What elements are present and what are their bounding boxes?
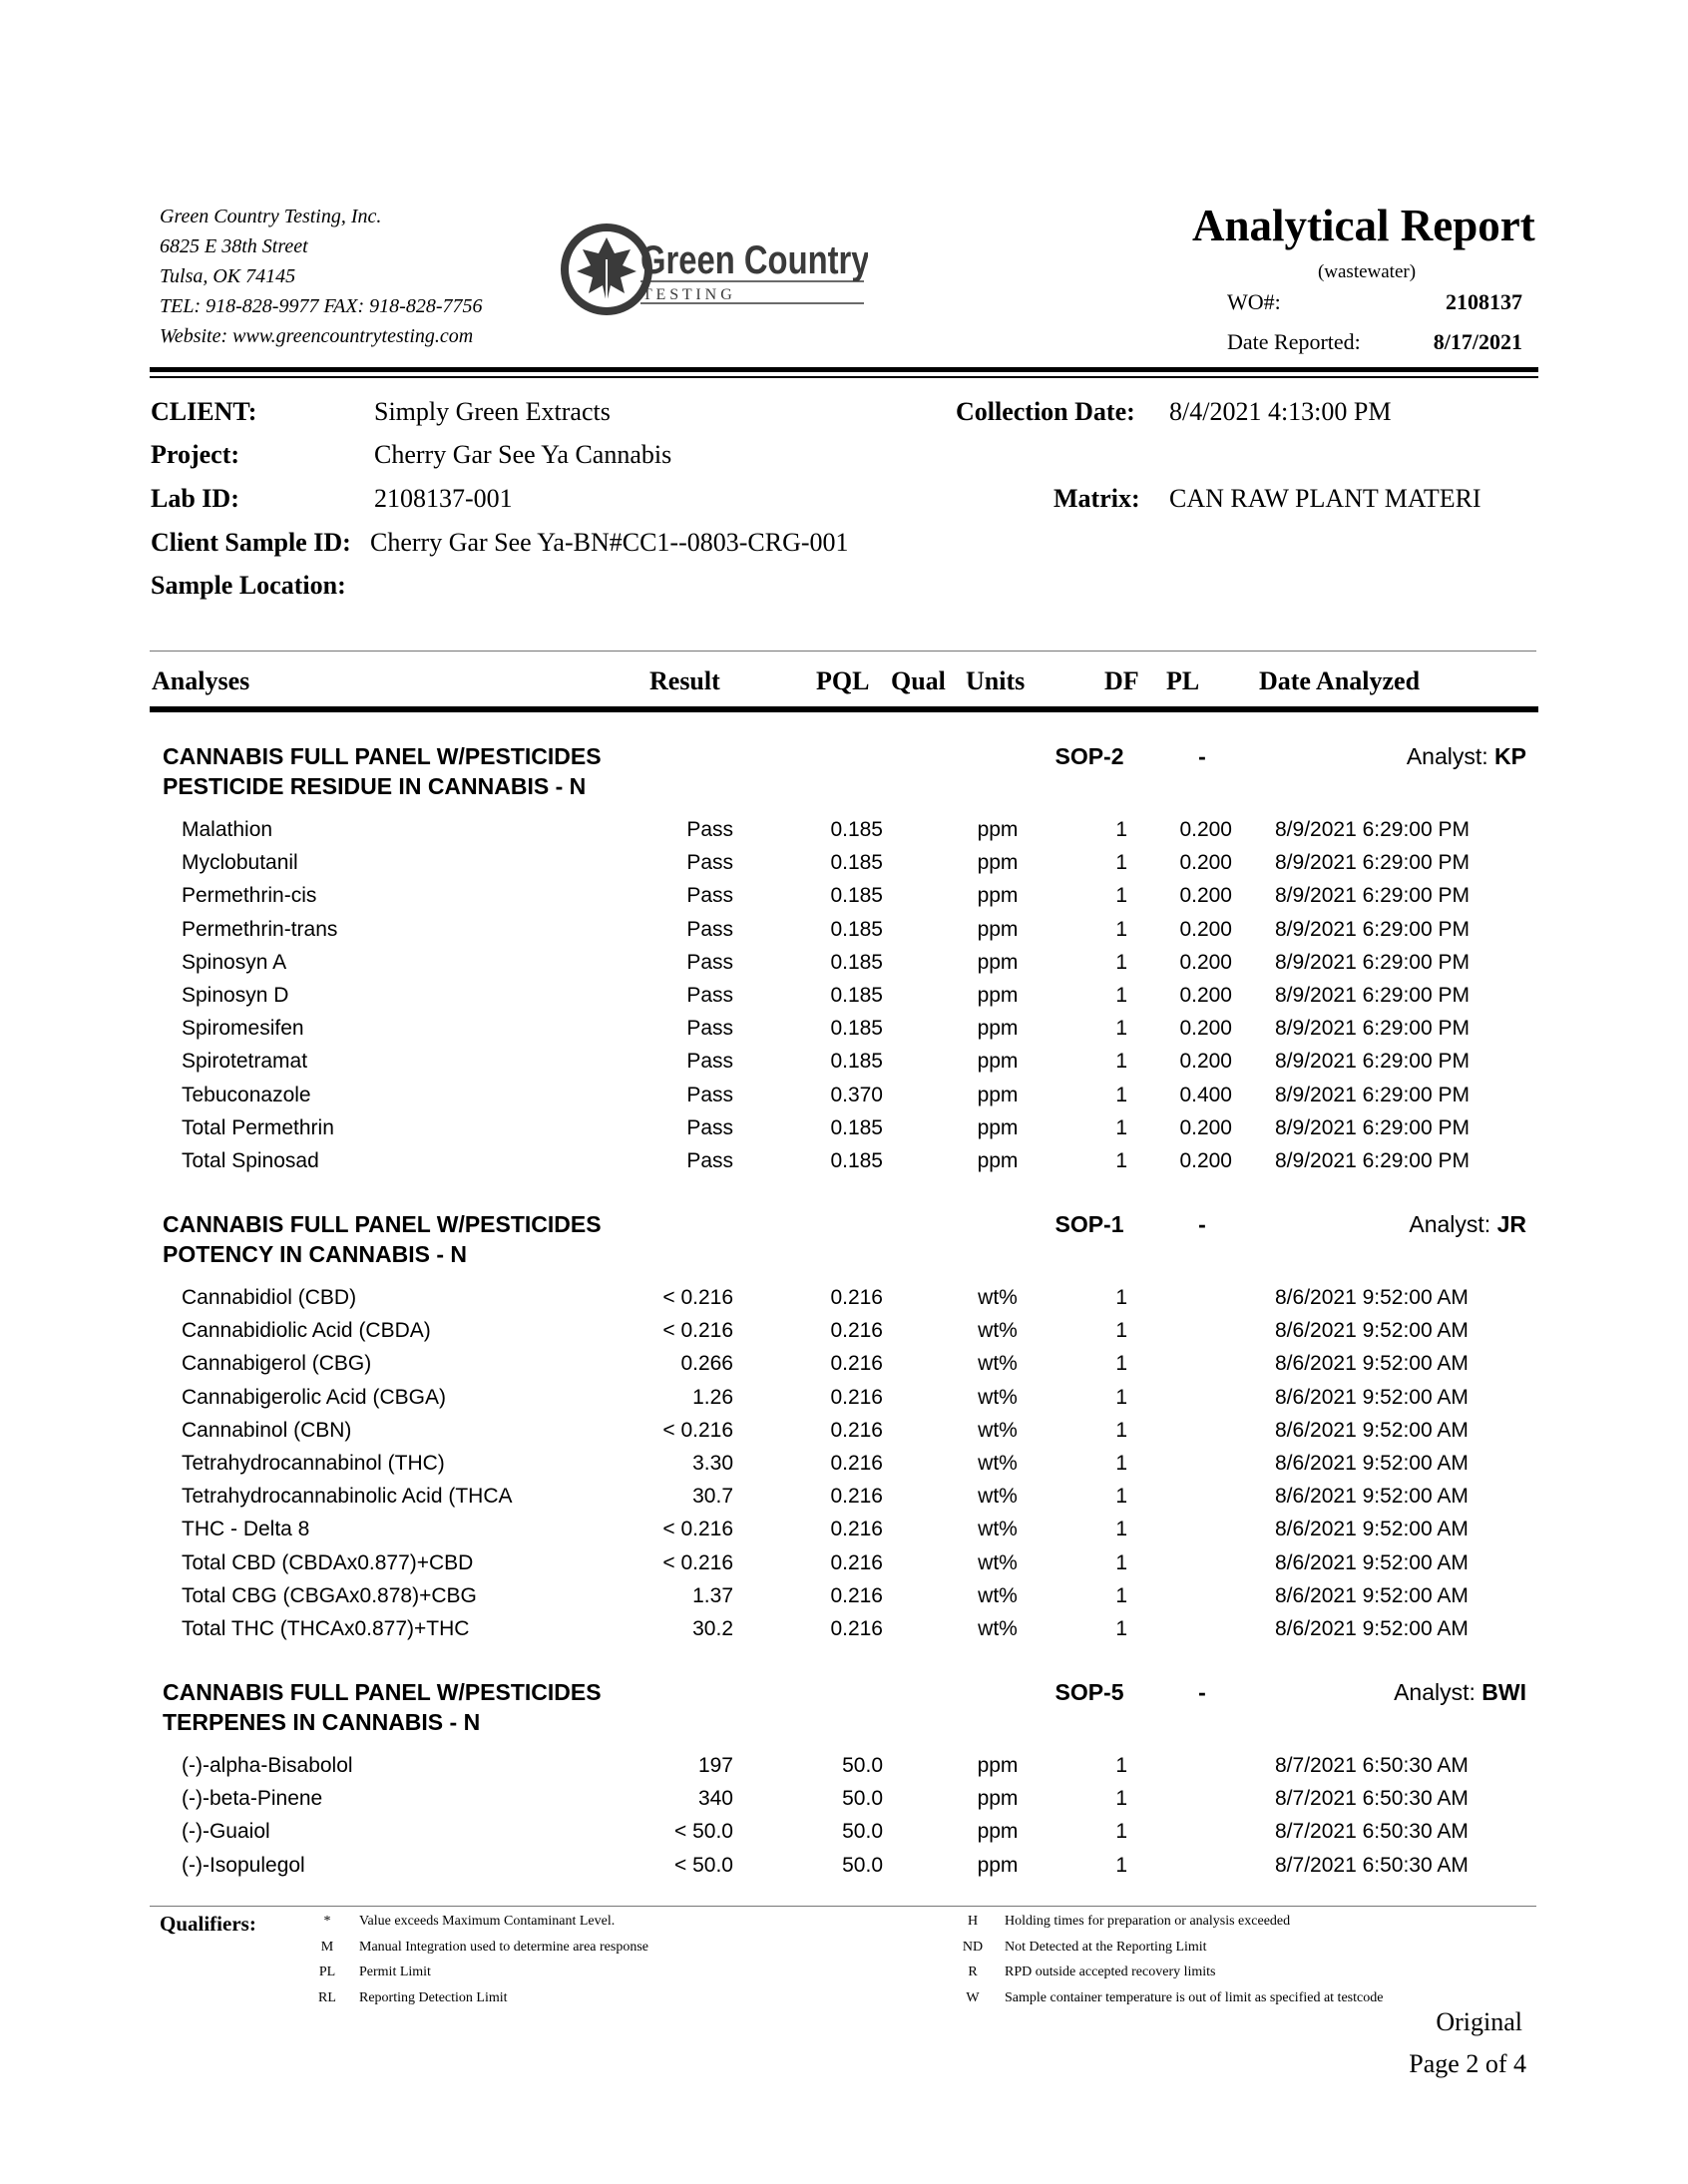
cell-result: 197 <box>697 1754 733 1777</box>
date-reported-value: 8/17/2021 <box>1433 329 1522 354</box>
col-pql: PQL <box>816 666 870 695</box>
cell-pql: 0.216 <box>830 1550 883 1574</box>
project-value: Cherry Gar See Ya Cannabis <box>374 440 672 469</box>
cell-pql: 0.185 <box>830 884 883 908</box>
cell-df: 1 <box>1115 950 1127 974</box>
cell-result: < 0.216 <box>662 1518 733 1541</box>
qualifier-item <box>307 1965 431 1989</box>
cell-result: Pass <box>686 1149 733 1172</box>
cell-pql: 0.185 <box>830 818 883 841</box>
cell-df: 1 <box>1115 884 1127 908</box>
cell-pql: 0.185 <box>830 1017 883 1041</box>
table-row <box>0 1518 1688 1550</box>
cell-pl: 0.200 <box>1179 917 1232 941</box>
section-analyst <box>1297 1679 1526 1706</box>
report-title: Analytical Report <box>1192 201 1535 250</box>
table-row <box>0 1084 1688 1116</box>
cell-date: 8/9/2021 6:29:00 PM <box>1275 1083 1470 1106</box>
table-row <box>0 1452 1688 1485</box>
cell-name: Cannabidiolic Acid (CBDA) <box>182 1319 431 1343</box>
cell-name: (-)-Guaiol <box>182 1820 270 1844</box>
table-row <box>0 1551 1688 1584</box>
header-divider-thin <box>150 376 1538 378</box>
cell-result: Pass <box>686 1017 733 1041</box>
cell-df: 1 <box>1115 1853 1127 1877</box>
section-title <box>163 741 602 801</box>
cell-pql: 0.185 <box>830 917 883 941</box>
cell-df: 1 <box>1115 1017 1127 1041</box>
table-row <box>0 851 1688 884</box>
cell-name: Tetrahydrocannabinolic Acid (THCA <box>182 1485 513 1509</box>
cell-df: 1 <box>1115 1083 1127 1106</box>
cell-result: 340 <box>697 1787 733 1811</box>
analyst-initials: KP <box>1494 743 1526 769</box>
cell-units: wt% <box>978 1352 1018 1376</box>
cell-date: 8/9/2021 6:29:00 PM <box>1275 1149 1470 1172</box>
cell-name: Total CBD (CBDAx0.877)+CBD <box>182 1550 474 1574</box>
cell-pql: 0.185 <box>830 950 883 974</box>
cell-units: wt% <box>978 1385 1018 1409</box>
cell-name: Permethrin-trans <box>182 917 338 941</box>
lab-phone-fax: TEL: 918-828-9977 FAX: 918-828-7756 <box>160 295 483 317</box>
table-row <box>0 1149 1688 1182</box>
cell-result: 30.7 <box>692 1485 733 1509</box>
cell-units: ppm <box>977 1083 1019 1106</box>
cell-name: Cannabidiol (CBD) <box>182 1286 357 1309</box>
cell-df: 1 <box>1115 1418 1127 1442</box>
cell-df: 1 <box>1115 818 1127 841</box>
cell-result: Pass <box>686 884 733 908</box>
cell-date: 8/9/2021 6:29:00 PM <box>1275 1115 1470 1139</box>
cell-df: 1 <box>1115 851 1127 875</box>
cell-pl: 0.200 <box>1179 950 1232 974</box>
cell-units: ppm <box>977 1820 1019 1844</box>
cell-pql: 0.185 <box>830 984 883 1007</box>
cell-pql: 0.216 <box>830 1319 883 1343</box>
cell-df: 1 <box>1115 1485 1127 1509</box>
matrix-label: Matrix: <box>1054 484 1140 513</box>
cell-name: Spinosyn A <box>182 950 287 974</box>
table-row <box>0 1584 1688 1617</box>
cell-pql: 0.216 <box>830 1485 883 1509</box>
qualifier-item <box>953 1914 1290 1939</box>
cell-pl: 0.200 <box>1179 851 1232 875</box>
cell-pql: 0.216 <box>830 1418 883 1442</box>
qualifier-text: Manual Integration used to determine area response <box>359 1939 649 1955</box>
cell-date: 8/9/2021 6:29:00 PM <box>1275 950 1470 974</box>
cell-df: 1 <box>1115 1286 1127 1309</box>
cell-date: 8/7/2021 6:50:30 AM <box>1275 1820 1469 1844</box>
cell-units: ppm <box>977 917 1019 941</box>
col-qual: Qual <box>891 666 946 695</box>
cell-pl: 0.200 <box>1179 984 1232 1007</box>
cell-df: 1 <box>1115 1583 1127 1607</box>
qualifier-code: H <box>967 1914 979 1929</box>
green-country-logo <box>559 219 868 319</box>
cell-result: Pass <box>686 818 733 841</box>
cell-result: Pass <box>686 984 733 1007</box>
qualifier-code: R <box>968 1965 978 1979</box>
col-pl: PL <box>1166 666 1200 695</box>
table-row <box>0 984 1688 1017</box>
analyst-label: Analyst: <box>1394 1679 1476 1705</box>
qualifier-code: * <box>323 1914 331 1929</box>
cell-date: 8/6/2021 9:52:00 AM <box>1275 1418 1469 1442</box>
cell-pl: 0.200 <box>1179 1115 1232 1139</box>
cell-pql: 0.185 <box>830 851 883 875</box>
cell-units: ppm <box>977 1853 1019 1877</box>
cell-pl: 0.200 <box>1179 818 1232 841</box>
lab-website: Website: www.greencountrytesting.com <box>160 325 474 347</box>
client-sample-id-label: Client Sample ID: <box>151 528 351 557</box>
table-row <box>0 1017 1688 1050</box>
analyst-label: Analyst: <box>1409 1211 1491 1237</box>
table-row <box>0 1854 1688 1887</box>
table-row <box>0 1050 1688 1083</box>
cell-units: wt% <box>978 1452 1018 1475</box>
cell-pql: 0.216 <box>830 1518 883 1541</box>
qualifier-text: Not Detected at the Reporting Limit <box>1005 1939 1207 1955</box>
sample-location-label: Sample Location: <box>151 571 346 600</box>
cell-date: 8/6/2021 9:52:00 AM <box>1275 1485 1469 1509</box>
cell-units: wt% <box>978 1485 1018 1509</box>
cell-result: < 0.216 <box>662 1319 733 1343</box>
cell-pl: 0.200 <box>1179 1149 1232 1172</box>
cell-pql: 50.0 <box>842 1853 883 1877</box>
lab-id-value: 2108137-001 <box>374 484 513 513</box>
cell-result: Pass <box>686 917 733 941</box>
lab-id-label: Lab ID: <box>151 484 239 513</box>
cell-df: 1 <box>1115 1617 1127 1640</box>
cell-date: 8/6/2021 9:52:00 AM <box>1275 1518 1469 1541</box>
qualifier-text: Holding times for preparation or analysis exceeded <box>1005 1914 1291 1929</box>
col-date-analyzed: Date Analyzed <box>1259 666 1421 695</box>
cell-date: 8/9/2021 6:29:00 PM <box>1275 984 1470 1007</box>
qualifier-item <box>307 1990 508 2015</box>
section-title-line1: CANNABIS FULL PANEL W/PESTICIDES <box>163 1211 602 1237</box>
section-sop: SOP-2 <box>1055 743 1124 769</box>
cell-pql: 0.370 <box>830 1083 883 1106</box>
cell-units: ppm <box>977 984 1019 1007</box>
cell-units: ppm <box>977 1017 1019 1041</box>
cell-date: 8/7/2021 6:50:30 AM <box>1275 1787 1469 1811</box>
wo-value: 2108137 <box>1446 289 1522 314</box>
cell-name: Malathion <box>182 818 273 841</box>
cell-df: 1 <box>1115 1518 1127 1541</box>
header-divider <box>150 367 1538 372</box>
cell-result: < 0.216 <box>662 1418 733 1442</box>
cell-df: 1 <box>1115 1050 1127 1074</box>
qualifier-text: Sample container temperature is out of limit as specified at testcode <box>1005 1989 1384 2005</box>
cell-df: 1 <box>1115 1452 1127 1475</box>
section-dash: - <box>1198 1679 1206 1705</box>
col-result: Result <box>649 666 720 695</box>
cell-name: Total Spinosad <box>182 1149 319 1172</box>
qualifier-item <box>307 1914 615 1939</box>
analyst-initials: JR <box>1496 1211 1526 1237</box>
matrix-value: CAN RAW PLANT MATERI <box>1169 484 1481 513</box>
qualifier-item <box>307 1940 648 1965</box>
cell-units: ppm <box>977 950 1019 974</box>
qualifier-code: RL <box>318 1989 336 2005</box>
table-row <box>0 884 1688 917</box>
client-sample-id-value: Cherry Gar See Ya-BN#CC1--0803-CRG-001 <box>370 528 849 557</box>
cell-name: Spirotetramat <box>182 1050 308 1074</box>
cell-pql: 50.0 <box>842 1820 883 1844</box>
section-title-line2: POTENCY IN CANNABIS - N <box>163 1241 467 1267</box>
section-title-line2: TERPENES IN CANNABIS - N <box>163 1709 481 1735</box>
lab-address <box>160 202 483 351</box>
page-number: Page 2 of 4 <box>1409 2049 1526 2078</box>
cell-pql: 0.216 <box>830 1286 883 1309</box>
qualifier-text: Permit Limit <box>359 1965 431 1979</box>
table-row <box>0 818 1688 851</box>
table-row <box>0 1820 1688 1853</box>
table-row <box>0 918 1688 951</box>
cell-date: 8/9/2021 6:29:00 PM <box>1275 917 1470 941</box>
cell-result: < 50.0 <box>674 1853 733 1877</box>
cell-result: Pass <box>686 1115 733 1139</box>
cell-result: < 0.216 <box>662 1550 733 1574</box>
qualifier-code: M <box>320 1939 334 1955</box>
cell-pql: 0.185 <box>830 1149 883 1172</box>
cell-pql: 0.216 <box>830 1352 883 1376</box>
cell-df: 1 <box>1115 1385 1127 1409</box>
collection-date-label: Collection Date: <box>956 397 1135 426</box>
cell-date: 8/9/2021 6:29:00 PM <box>1275 1050 1470 1074</box>
date-reported-label: Date Reported: <box>1227 329 1361 354</box>
report-subtitle: (wastewater) <box>1317 261 1417 282</box>
cell-name: Tetrahydrocannabinol (THC) <box>182 1452 445 1475</box>
cell-result: < 0.216 <box>662 1286 733 1309</box>
table-row <box>0 1754 1688 1787</box>
cell-name: (-)-alpha-Bisabolol <box>182 1754 353 1777</box>
cell-date: 8/6/2021 9:52:00 AM <box>1275 1385 1469 1409</box>
qualifier-item <box>953 1940 1207 1965</box>
cell-result: 3.30 <box>692 1452 733 1475</box>
qualifiers-title: Qualifiers: <box>160 1912 256 1936</box>
cell-result: 1.26 <box>692 1385 733 1409</box>
section-title-line1: CANNABIS FULL PANEL W/PESTICIDES <box>163 1679 602 1705</box>
analyst-label: Analyst: <box>1406 743 1488 769</box>
cell-date: 8/6/2021 9:52:00 AM <box>1275 1550 1469 1574</box>
cell-name: (-)-Isopulegol <box>182 1853 305 1877</box>
cell-result: 0.266 <box>680 1352 733 1376</box>
cell-df: 1 <box>1115 1550 1127 1574</box>
table-row <box>0 1319 1688 1352</box>
cell-df: 1 <box>1115 1754 1127 1777</box>
client-value: Simply Green Extracts <box>374 397 611 426</box>
cell-units: wt% <box>978 1550 1018 1574</box>
qualifier-code: ND <box>962 1939 984 1955</box>
cell-result: 30.2 <box>692 1617 733 1640</box>
analyst-initials: BWI <box>1481 1679 1526 1705</box>
cell-date: 8/9/2021 6:29:00 PM <box>1275 818 1470 841</box>
document-status: Original <box>1436 2007 1522 2036</box>
cell-units: ppm <box>977 884 1019 908</box>
qualifier-code: PL <box>318 1965 336 1979</box>
cell-date: 8/9/2021 6:29:00 PM <box>1275 1017 1470 1041</box>
qualifier-text: Value exceeds Maximum Contaminant Level. <box>359 1914 616 1929</box>
cell-pql: 0.185 <box>830 1115 883 1139</box>
cell-name: Myclobutanil <box>182 851 298 875</box>
section-sop: SOP-5 <box>1055 1679 1124 1705</box>
cell-df: 1 <box>1115 917 1127 941</box>
cell-pql: 0.216 <box>830 1583 883 1607</box>
table-row <box>0 1116 1688 1149</box>
cell-date: 8/6/2021 9:52:00 AM <box>1275 1452 1469 1475</box>
table-row <box>0 1352 1688 1385</box>
cell-result: Pass <box>686 1083 733 1106</box>
client-label: CLIENT: <box>151 397 257 426</box>
cell-pql: 0.216 <box>830 1452 883 1475</box>
cell-df: 1 <box>1115 1787 1127 1811</box>
cell-units: ppm <box>977 1050 1019 1074</box>
cell-units: wt% <box>978 1583 1018 1607</box>
cell-df: 1 <box>1115 1820 1127 1844</box>
qualifier-text: RPD outside accepted recovery limits <box>1005 1965 1216 1979</box>
cell-date: 8/7/2021 6:50:30 AM <box>1275 1853 1469 1877</box>
cell-name: Spinosyn D <box>182 984 289 1007</box>
cell-name: Cannabigerolic Acid (CBGA) <box>182 1385 446 1409</box>
table-row <box>0 1419 1688 1452</box>
cell-name: Permethrin-cis <box>182 884 317 908</box>
cell-name: Total CBG (CBGAx0.878)+CBG <box>182 1583 477 1607</box>
cell-pql: 0.216 <box>830 1617 883 1640</box>
section-title <box>163 1677 602 1737</box>
section-title-line2: PESTICIDE RESIDUE IN CANNABIS - N <box>163 773 587 799</box>
wo-label: WO#: <box>1227 289 1281 314</box>
section-title-line1: CANNABIS FULL PANEL W/PESTICIDES <box>163 743 602 769</box>
section-title <box>163 1209 602 1269</box>
col-analyses: Analyses <box>152 666 250 695</box>
logo-text: Green Country <box>640 236 868 282</box>
cell-pl: 0.200 <box>1179 884 1232 908</box>
logo-subtext: T E S T I N G <box>642 286 732 303</box>
table-row <box>0 951 1688 984</box>
cell-pql: 50.0 <box>842 1754 883 1777</box>
cell-name: Cannabigerol (CBG) <box>182 1352 372 1376</box>
section-dash: - <box>1198 743 1206 769</box>
cell-date: 8/9/2021 6:29:00 PM <box>1275 884 1470 908</box>
cell-units: wt% <box>978 1286 1018 1309</box>
table-row <box>0 1485 1688 1518</box>
cell-pl: 0.200 <box>1179 1050 1232 1074</box>
lab-city: Tulsa, OK 74145 <box>160 265 296 287</box>
qualifiers-rule <box>150 1906 1536 1907</box>
cell-name: (-)-beta-Pinene <box>182 1787 323 1811</box>
cell-units: wt% <box>978 1617 1018 1640</box>
section-sop: SOP-1 <box>1055 1211 1124 1237</box>
table-row <box>0 1617 1688 1650</box>
cell-df: 1 <box>1115 1319 1127 1343</box>
col-units: Units <box>966 666 1026 695</box>
cell-name: Total Permethrin <box>182 1115 334 1139</box>
lab-name: Green Country Testing, Inc. <box>160 206 382 227</box>
cell-date: 8/9/2021 6:29:00 PM <box>1275 851 1470 875</box>
cell-units: ppm <box>977 1115 1019 1139</box>
col-df: DF <box>1104 666 1139 695</box>
cell-units: ppm <box>977 1787 1019 1811</box>
qualifier-item <box>953 1990 1383 2015</box>
cell-units: wt% <box>978 1518 1018 1541</box>
cell-result: Pass <box>686 1050 733 1074</box>
project-label: Project: <box>151 440 240 469</box>
section-analyst <box>1297 743 1526 770</box>
cell-df: 1 <box>1115 1149 1127 1172</box>
qualifier-item <box>953 1965 1216 1989</box>
cell-date: 8/6/2021 9:52:00 AM <box>1275 1286 1469 1309</box>
cell-units: ppm <box>977 818 1019 841</box>
qualifier-text: Reporting Detection Limit <box>359 1989 508 2005</box>
cell-date: 8/6/2021 9:52:00 AM <box>1275 1319 1469 1343</box>
table-row <box>0 1286 1688 1319</box>
cell-date: 8/6/2021 9:52:00 AM <box>1275 1583 1469 1607</box>
cell-pql: 50.0 <box>842 1787 883 1811</box>
table-row <box>0 1386 1688 1419</box>
cell-result: < 50.0 <box>674 1820 733 1844</box>
cell-name: Total THC (THCAx0.877)+THC <box>182 1617 470 1640</box>
lab-street: 6825 E 38th Street <box>160 235 308 257</box>
cell-name: Tebuconazole <box>182 1083 311 1106</box>
cell-units: ppm <box>977 1754 1019 1777</box>
table-header-rule <box>150 706 1538 712</box>
cell-pql: 0.216 <box>830 1385 883 1409</box>
cell-result: Pass <box>686 851 733 875</box>
cell-name: Spiromesifen <box>182 1017 304 1041</box>
cell-date: 8/6/2021 9:52:00 AM <box>1275 1352 1469 1376</box>
table-top-rule <box>150 651 1536 652</box>
section-dash: - <box>1198 1211 1206 1237</box>
cell-date: 8/7/2021 6:50:30 AM <box>1275 1754 1469 1777</box>
cell-units: ppm <box>977 851 1019 875</box>
cell-units: wt% <box>978 1418 1018 1442</box>
cell-result: 1.37 <box>692 1583 733 1607</box>
qualifier-code: W <box>966 1989 980 2005</box>
cell-df: 1 <box>1115 1352 1127 1376</box>
cell-units: wt% <box>978 1319 1018 1343</box>
cell-pl: 0.200 <box>1179 1017 1232 1041</box>
cell-df: 1 <box>1115 984 1127 1007</box>
cell-name: Cannabinol (CBN) <box>182 1418 352 1442</box>
cell-pl: 0.400 <box>1179 1083 1232 1106</box>
section-analyst <box>1297 1211 1526 1238</box>
cell-units: ppm <box>977 1149 1019 1172</box>
cell-result: Pass <box>686 950 733 974</box>
collection-date-value: 8/4/2021 4:13:00 PM <box>1169 397 1392 426</box>
table-row <box>0 1787 1688 1820</box>
cell-df: 1 <box>1115 1115 1127 1139</box>
cell-name: THC - Delta 8 <box>182 1518 310 1541</box>
cell-pql: 0.185 <box>830 1050 883 1074</box>
cell-date: 8/6/2021 9:52:00 AM <box>1275 1617 1469 1640</box>
